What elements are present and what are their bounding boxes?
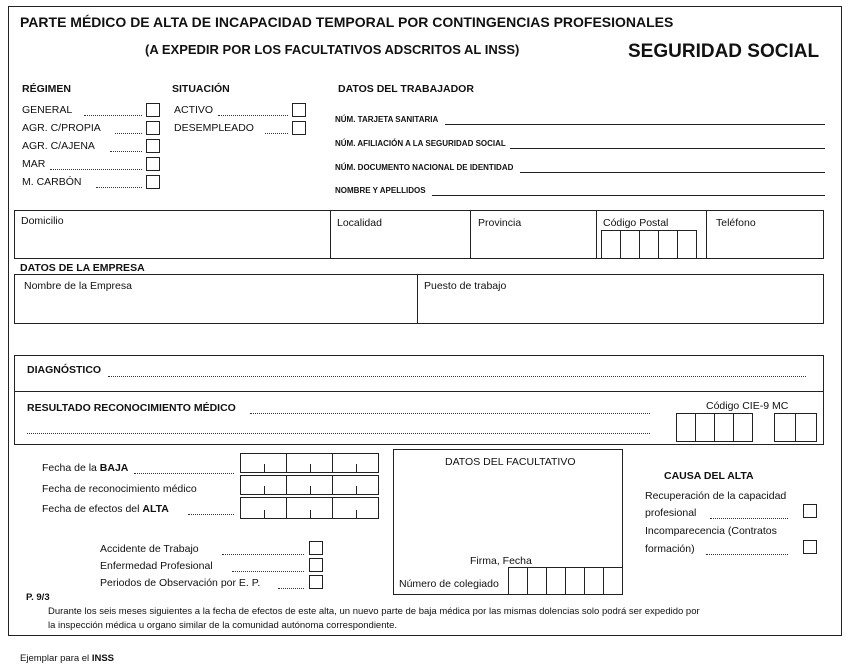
form-subtitle: (A EXPEDIR POR LOS FACULTATIVOS ADSCRITOS AL INSS) [145,42,520,57]
nombre-apellidos-field[interactable] [432,195,825,196]
domicilio-field[interactable] [25,226,325,256]
causa-recuperacion-checkbox[interactable] [803,504,817,518]
copy-label: Ejemplar para el INSS [20,653,114,664]
situacion-heading: SITUACIÓN [172,83,230,95]
enfermedad-profesional-checkbox[interactable] [309,558,323,572]
form-code: P. 9/3 [26,592,50,603]
regimen-carbon-label: M. CARBÓN [22,176,82,188]
fecha-alta-label: Fecha de efectos del ALTA [42,503,169,515]
leader-dots [188,514,234,515]
leader-dots [710,518,788,519]
divider [330,210,331,259]
accidente-trabajo-label: Accidente de Trabajo [100,543,199,555]
codigo-postal-cells[interactable] [601,230,697,259]
enfermedad-profesional-label: Enfermedad Profesional [100,560,213,572]
empresa-heading: DATOS DE LA EMPRESA [20,262,145,274]
resultado-label: RESULTADO RECONOCIMIENTO MÉDICO [27,402,236,414]
divider [417,274,418,324]
leader-dots [265,133,288,134]
regimen-general-checkbox[interactable] [146,103,160,117]
diagnostico-label: DIAGNÓSTICO [27,364,102,376]
periodos-observacion-label: Periodos de Observación por E. P. [100,577,261,589]
periodos-observacion-checkbox[interactable] [309,575,323,589]
regimen-mar-label: MAR [22,158,46,170]
fecha-reconocimiento-cells[interactable] [240,475,379,495]
tarjeta-sanitaria-label: NÚM. TARJETA SANITARIA [335,115,439,124]
nombre-apellidos-label: NOMBRE Y APELLIDOS [335,186,426,195]
divider [470,210,471,259]
regimen-carbon-checkbox[interactable] [146,175,160,189]
empresa-box [14,274,824,324]
regimen-agr-ajena-label: AGR. C/AJENA [22,140,95,152]
cie-cells-2[interactable] [774,413,817,442]
leader-dots [278,588,304,589]
fecha-reconocimiento-label: Fecha de reconocimiento médico [42,483,197,495]
telefono-field[interactable] [714,232,820,256]
fecha-baja-label: Fecha de la BAJA [42,462,129,474]
situacion-desempleado-label: DESEMPLEADO [174,122,254,134]
domicilio-label: Domicilio [21,215,64,227]
afiliacion-field[interactable] [510,148,825,149]
cie-cells[interactable] [676,413,753,442]
firma-fecha-label: Firma, Fecha [470,555,532,567]
brand-label: SEGURIDAD SOCIAL [628,41,820,62]
regimen-general-label: GENERAL [22,104,73,116]
causa-incomparecencia-label-2: formación) [645,543,695,555]
causa-incomparecencia-label: Incomparecencia (Contratos [645,525,777,537]
leader-dots [115,133,142,134]
puesto-trabajo-label: Puesto de trabajo [424,280,507,292]
situacion-activo-label: ACTIVO [174,104,214,116]
leader-dots [706,554,788,555]
cie-label: Código CIE-9 MC [706,400,789,412]
fecha-baja-cells[interactable] [240,453,379,473]
leader-dots [222,554,304,555]
divider [706,210,707,259]
numero-colegiado-cells[interactable] [508,567,623,595]
numero-colegiado-label: Número de colegiado [399,578,499,590]
afiliacion-label: NÚM. AFILIACIÓN A LA SEGURIDAD SOCIAL [335,139,506,148]
diagnostico-field[interactable] [108,376,806,377]
dni-label: NÚM. DOCUMENTO NACIONAL DE IDENTIDAD [335,163,514,172]
codigo-postal-label: Código Postal [603,217,669,229]
leader-dots [110,151,142,152]
facultativo-heading: DATOS DEL FACULTATIVO [445,456,576,468]
regimen-agr-propia-checkbox[interactable] [146,121,160,135]
provincia-label: Provincia [478,217,522,229]
situacion-desempleado-checkbox[interactable] [292,121,306,135]
resultado-field[interactable] [250,413,650,414]
fecha-alta-cells[interactable] [240,497,379,519]
regimen-agr-propia-label: AGR. C/PROPIA [22,122,101,134]
leader-dots [96,187,142,188]
regimen-mar-checkbox[interactable] [146,157,160,171]
dni-field[interactable] [520,172,825,173]
empresa-nombre-label: Nombre de la Empresa [24,280,132,292]
causa-recuperacion-label-2: profesional [645,507,697,519]
leader-dots [84,115,142,116]
leader-dots [50,169,142,170]
localidad-label: Localidad [337,217,382,229]
footer-note-line2: la inspección médica u organo similar de la comunidad autónoma correspondiente. [48,620,398,631]
situacion-activo-checkbox[interactable] [292,103,306,117]
regimen-agr-ajena-checkbox[interactable] [146,139,160,153]
trabajador-heading: DATOS DEL TRABAJADOR [338,83,474,95]
causa-recuperacion-label: Recuperación de la capacidad [645,490,787,502]
telefono-label: Teléfono [716,217,756,229]
divider [596,210,597,259]
firma-field[interactable] [400,470,616,550]
footer-note-line1: Durante los seis meses siguientes a la fecha de efectos de este alta, un nuevo parte de baja médica por las mismas dolencias solo podrá ser expedido por [48,606,700,617]
leader-dots [134,473,234,474]
tarjeta-sanitaria-field[interactable] [445,124,825,125]
leader-dots [218,115,288,116]
causa-incomparecencia-checkbox[interactable] [803,540,817,554]
resultado-field-2[interactable] [27,433,650,434]
form-title: PARTE MÉDICO DE ALTA DE INCAPACIDAD TEMPORAL POR CONTINGENCIAS PROFESIONALES [20,14,674,30]
regimen-heading: RÉGIMEN [22,83,72,95]
accidente-trabajo-checkbox[interactable] [309,541,323,555]
divider [14,391,824,392]
causa-heading: CAUSA DEL ALTA [664,470,754,482]
leader-dots [232,571,304,572]
